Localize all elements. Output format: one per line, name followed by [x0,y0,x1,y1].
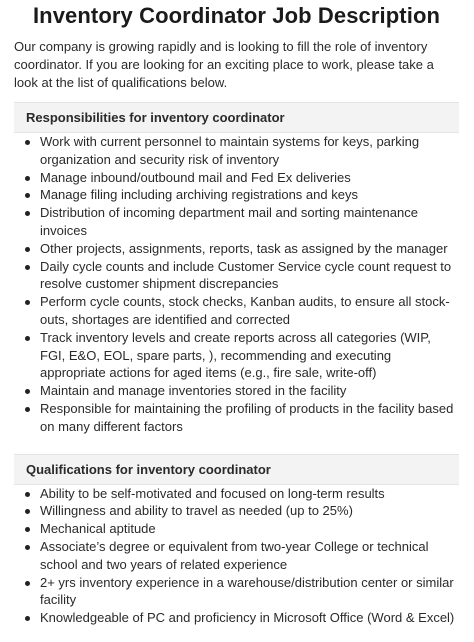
intro-paragraph: Our company is growing rapidly and is looking to fill the role of inventory coordinator. If you are looking for an exciting place to work, please take a look at the list of qualifications below. [14,39,434,90]
list-item: Other projects, assignments, reports, task as assigned by the manager [24,240,459,258]
qualifications-list [14,485,459,627]
responsibilities-heading: Responsibilities for inventory coordinator [14,102,459,133]
list-item: Manage inbound/outbound mail and Fed Ex deliveries [24,169,459,187]
list-item: Mechanical aptitude [24,520,459,538]
list-item: Manage filing including archiving registrations and keys [24,186,459,204]
list-item: Daily cycle counts and include Customer Service cycle count request to resolve customer shipment discrepancies [24,258,459,294]
list-item: Knowledgeable of PC and proficiency in Microsoft Office (Word & Excel) [24,609,459,627]
list-item: Work with current personnel to maintain systems for keys, parking organization and security risk of inventory [24,133,459,169]
list-item: Associate’s degree or equivalent from two-year College or technical school and two years of related experience [24,538,459,574]
list-item: 2+ yrs inventory experience in a warehouse/distribution center or similar facility [24,574,459,610]
responsibilities-list [14,133,459,436]
page-title: Inventory Coordinator Job Description [32,3,441,28]
list-item: Distribution of incoming department mail and sorting maintenance invoices [24,204,459,240]
list-item: Maintain and manage inventories stored in the facility [24,382,459,400]
list-item: Track inventory levels and create reports across all categories (WIP, FGI, E&O, EOL, spare parts, ), recommending and executing appropriate actions for aged items (e.g., fire sale, write-off) [24,329,459,382]
list-item: Willingness and ability to travel as needed (up to 25%) [24,502,459,520]
list-item: Responsible for maintaining the profiling of products in the facility based on many different factors [24,400,459,436]
qualifications-heading: Qualifications for inventory coordinator [14,454,459,485]
list-item: Ability to be self-motivated and focused on long-term results [24,485,459,503]
list-item: Perform cycle counts, stock checks, Kanban audits, to ensure all stock-outs, shortages are identified and corrected [24,293,459,329]
